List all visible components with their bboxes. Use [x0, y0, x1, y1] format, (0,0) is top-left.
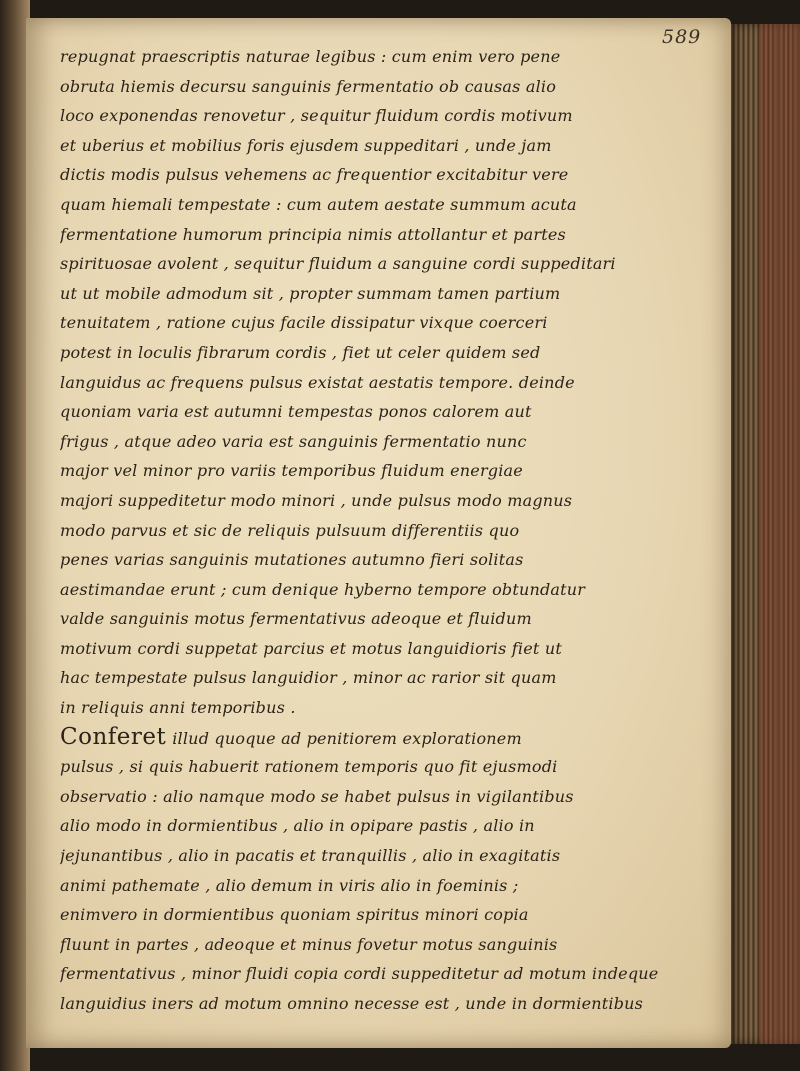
handwritten-text-block	[60, 42, 660, 1019]
text-line: alio modo in dormientibus , alio in opipare pastis , alio in	[60, 816, 535, 836]
text-line: fluunt in partes , adeoque et minus fovetur motus sanguinis	[60, 934, 558, 954]
text-line: quam hiemali tempestate : cum autem aestate summum acuta	[60, 194, 577, 214]
text-line: obruta hiemis decursu sanguinis fermentatio ob causas alio	[60, 76, 557, 96]
text-line: fermentatione humorum principia nimis attollantur et partes	[60, 224, 566, 244]
text-line: spirituosae avolent , sequitur fluidum a sanguine cordi suppeditari	[60, 254, 616, 274]
text-line: observatio : alio namque modo se habet pulsus in vigilantibus	[60, 786, 574, 806]
text-line: modo parvus et sic de reliquis pulsuum differentiis quo	[60, 520, 520, 540]
folio-number: 589	[662, 26, 702, 48]
text-line: loco exponendas renovetur , sequitur fluidum cordis motivum	[60, 106, 573, 126]
text-line: frigus , atque adeo varia est sanguinis fermentatio nunc	[60, 431, 527, 451]
text-line: jejunantibus , alio in pacatis et tranquillis , alio in exagitatis	[60, 846, 561, 866]
text-line: in reliquis anni temporibus .	[60, 698, 296, 718]
text-line: languidus ac frequens pulsus existat aestatis tempore. deinde	[60, 372, 575, 392]
text-line: potest in loculis fibrarum cordis , fiet ut celer quidem sed	[60, 342, 541, 362]
text-line: motivum cordi suppetat parcius et motus languidioris fiet ut	[60, 638, 562, 658]
text-line: majori suppeditetur modo minori , unde pulsus modo magnus	[60, 490, 573, 510]
text-line: quoniam varia est autumni tempestas ponos calorem aut	[60, 402, 532, 422]
paragraph-heading-word: Conferet	[60, 723, 167, 750]
text-line: animi pathemate , alio demum in viris alio in foeminis ;	[60, 875, 519, 895]
text-line: dictis modis pulsus vehemens ac frequentior excitabitur vere	[60, 165, 569, 185]
text-line: repugnat praescriptis naturae legibus : cum enim vero pene	[60, 47, 561, 66]
text-line: penes varias sanguinis mutationes autumno fieri solitas	[60, 550, 524, 570]
text-line: pulsus , si quis habuerit rationem temporis quo fit ejusmodi	[60, 757, 558, 777]
paragraph-start-line	[60, 723, 660, 753]
text-line: et uberius et mobilius foris ejusdem suppeditari , unde jam	[60, 135, 552, 155]
text-line: major vel minor pro variis temporibus fluidum energiae	[60, 461, 523, 481]
text-line: enimvero in dormientibus quoniam spiritus minori copia	[60, 905, 529, 925]
text-line-rest: illud quoque ad penitiorem explorationem	[172, 728, 522, 748]
text-line: tenuitatem , ratione cujus facile dissipatur vixque coerceri	[60, 313, 548, 333]
text-line: fermentativus , minor fluidi copia cordi suppeditetur ad motum indeque	[60, 964, 659, 984]
text-line: hac tempestate pulsus languidior , minor ac rarior sit quam	[60, 668, 557, 688]
page-edges-shadow	[760, 24, 800, 1044]
text-line: valde sanguinis motus fermentativus adeoque et fluidum	[60, 609, 532, 629]
text-line: ut ut mobile admodum sit , propter summam tamen partium	[60, 283, 561, 303]
text-line: aestimandae erunt ; cum denique hyberno tempore obtundatur	[60, 579, 586, 599]
text-line: languidius iners ad motum omnino necesse est , unde in dormientibus	[60, 994, 644, 1013]
